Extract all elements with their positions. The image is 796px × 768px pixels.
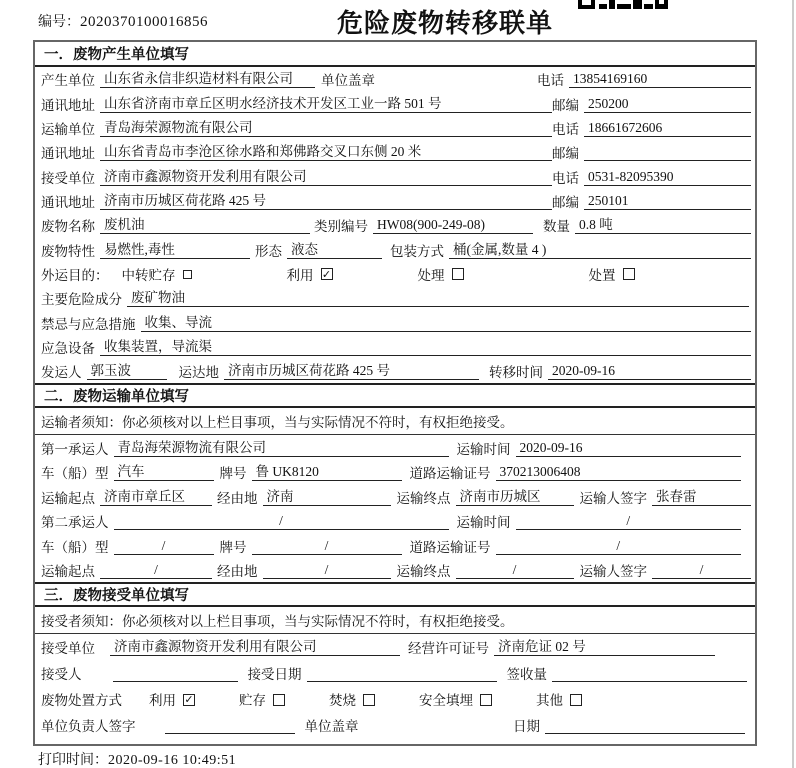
field-label: 车（船）型 [41, 539, 109, 555]
field-label: 产生单位 [41, 73, 95, 89]
field-label: 接受人 [41, 667, 82, 683]
field-label: 运输起点 [41, 490, 95, 506]
field-value [552, 664, 747, 682]
field-value: 济南 [263, 488, 391, 506]
field-label: 电话 [537, 73, 564, 89]
form-row [35, 533, 755, 558]
field-label: 通讯地址 [41, 146, 95, 162]
checkbox-option [536, 689, 582, 709]
field-value: 山东省济南市章丘区明水经济技术开发区工业一路 501 号 [100, 95, 552, 113]
field-value: 张春雷 [652, 488, 751, 506]
field-value [307, 664, 497, 682]
checkbox-option [329, 689, 375, 709]
field-value: 青岛海荣源物流有限公司 [114, 439, 449, 457]
form-row [35, 558, 755, 583]
form-row [35, 435, 755, 460]
form-row [35, 67, 755, 91]
checkbox-option [149, 689, 195, 709]
field-label: 牌号 [219, 539, 247, 555]
field-label: 通讯地址 [41, 194, 95, 210]
checkbox-label: 贮存 [239, 693, 266, 709]
form-row [35, 686, 755, 712]
field-value [165, 716, 295, 734]
form-row [35, 460, 755, 485]
checkbox-option [239, 689, 285, 709]
field-value: 济南市章丘区 [100, 488, 212, 506]
field-label: 单位盖章 [321, 73, 375, 89]
field-value: 济南市鑫源物资开发利用有限公司 [100, 168, 552, 186]
field-value: 370213006408 [496, 463, 742, 481]
checkbox-label: 安全填埋 [419, 693, 473, 709]
field-value [545, 716, 745, 734]
form-row [35, 116, 755, 140]
field-value: 济南市历城区荷花路 425 号 [224, 362, 479, 380]
qr-code-fragment [578, 0, 670, 10]
checkbox-label: 其他 [536, 693, 563, 709]
field-label: 转移时间 [489, 365, 543, 381]
checkbox-label: 焚烧 [329, 693, 356, 709]
field-label: 接受日期 [247, 667, 302, 683]
field-label: 接受单位 [41, 170, 95, 186]
field-label: 接受单位 [41, 641, 95, 657]
field-label: 运输时间 [456, 441, 511, 457]
field-value: 收集装置，导流渠 [100, 338, 751, 356]
checkbox-option [122, 264, 192, 284]
form-row [35, 484, 755, 509]
form-section [35, 42, 755, 383]
field-value: 2020-09-16 [548, 362, 751, 380]
checkbox-option [287, 264, 333, 284]
section-title: 一．废物产生单位填写 [35, 42, 755, 67]
field-value [113, 664, 238, 682]
section-note: 接受者须知：你必须核对以上栏目事项，当与实际情况不符时，有权拒绝接受。 [35, 607, 755, 634]
checkbox-unchecked-icon [363, 694, 375, 706]
checkbox-checked-icon: ✓ [184, 693, 194, 707]
field-label: 电话 [552, 170, 579, 186]
field-label: 运输起点 [41, 564, 95, 580]
field-value [584, 143, 751, 161]
form-section [35, 582, 755, 738]
field-value: / [456, 561, 574, 579]
checkbox-unchecked-icon [452, 268, 464, 280]
print-time [38, 749, 236, 768]
field-label: 第一承运人 [41, 441, 109, 457]
form-row [35, 310, 755, 334]
field-label: 应急设备 [41, 340, 95, 356]
section-title: 三．废物接受单位填写 [35, 582, 755, 607]
section-note: 运输者须知：你必须核对以上栏目事项，当与实际情况不符时，有权拒绝接受。 [35, 408, 755, 435]
form-row [35, 509, 755, 534]
field-value: 废机油 [100, 216, 310, 234]
field-label: 类别编号 [314, 219, 368, 235]
checkbox-unchecked-icon [570, 694, 582, 706]
field-value: 青岛海荣源物流有限公司 [100, 119, 552, 137]
field-label: 经由地 [217, 490, 258, 506]
field-label: 废物处置方式 [41, 693, 122, 709]
checkbox-label: 处理 [417, 267, 445, 283]
field-value: 山东省青岛市李沧区徐水路和郑佛路交叉口东侧 20 米 [100, 143, 552, 161]
field-value: 易燃性,毒性 [100, 241, 250, 259]
field-label: 牌号 [219, 466, 247, 482]
field-label: 单位盖章 [304, 719, 359, 735]
field-label: 单位负责人签字 [41, 719, 136, 735]
field-value: 济南市鑫源物资开发利用有限公司 [110, 638, 400, 656]
field-value: 250101 [584, 192, 751, 210]
field-label: 禁忌与应急措施 [41, 316, 136, 332]
field-label: 运输单位 [41, 121, 95, 137]
field-value: 废矿物油 [127, 289, 749, 307]
field-value: / [100, 561, 212, 579]
checkbox-label: 处置 [588, 267, 616, 283]
field-label: 道路运输证号 [409, 539, 491, 555]
serial-label: 编号： [38, 15, 80, 30]
form-row [35, 335, 755, 359]
field-label: 运输人签字 [579, 564, 647, 580]
field-value: / [516, 512, 742, 530]
field-value: / [496, 537, 742, 555]
field-label: 主要危险成分 [41, 292, 122, 308]
field-value: 250200 [584, 95, 751, 113]
checkbox-checked-icon: ✓ [321, 267, 332, 281]
checkbox-option [419, 689, 492, 709]
field-label: 邮编 [552, 146, 579, 162]
field-label: 外运目的： [41, 267, 109, 283]
checkbox-label: 利用 [286, 267, 314, 283]
checkbox-unchecked-icon [273, 694, 285, 706]
field-label: 电话 [552, 121, 579, 137]
field-label: 废物特性 [41, 243, 95, 259]
field-value: 13854169160 [569, 70, 751, 88]
checkbox-option [589, 264, 635, 284]
field-label: 第二承运人 [41, 515, 109, 531]
print-time-value: 2020-09-16 10:49:51 [108, 753, 237, 768]
field-value: 济南危证 02 号 [494, 638, 715, 656]
field-label: 包装方式 [390, 243, 444, 259]
field-label: 数量 [543, 219, 570, 235]
serial-number: 2020370100016856 [80, 14, 208, 30]
form-row [35, 359, 755, 383]
field-value: 0531-82095390 [584, 168, 751, 186]
form-row [35, 286, 755, 310]
field-label: 签收量 [506, 667, 547, 683]
field-value: / [114, 512, 449, 530]
form-section [35, 383, 755, 582]
field-label: 形态 [255, 243, 282, 259]
checkbox-label: 利用 [149, 693, 176, 709]
form-row [35, 164, 755, 188]
field-value: 济南市历城区 [456, 488, 574, 506]
form-row [35, 189, 755, 213]
form-row [35, 262, 755, 286]
checkbox-option [418, 264, 464, 284]
field-value: 桶(金属,数量 4 ) [449, 241, 751, 259]
checkbox-unchecked-icon [623, 268, 635, 280]
field-label: 日期 [513, 719, 540, 735]
field-value: 济南市历城区荷花路 425 号 [100, 192, 552, 210]
field-value: 18661672606 [584, 119, 751, 137]
form-row [35, 140, 755, 164]
field-value: 鲁 UK8120 [252, 463, 402, 481]
field-value: / [114, 537, 214, 555]
field-label: 邮编 [552, 194, 579, 210]
field-value: 液态 [287, 241, 382, 259]
field-label: 通讯地址 [41, 97, 95, 113]
field-label: 运输时间 [456, 515, 511, 531]
form-row [35, 213, 755, 237]
field-label: 运达地 [178, 365, 219, 381]
field-label: 运输终点 [396, 490, 451, 506]
field-value: 郭玉波 [87, 362, 167, 380]
field-label: 经营许可证号 [408, 641, 489, 657]
checkbox-unchecked-icon [480, 694, 492, 706]
field-label: 车（船）型 [41, 466, 109, 482]
field-value: / [652, 561, 751, 579]
field-value: / [252, 537, 402, 555]
field-label: 发运人 [41, 365, 82, 381]
field-value: 山东省永信非织造材料有限公司 [100, 70, 315, 88]
print-time-label: 打印时间： [38, 753, 108, 768]
field-value: 收集、导流 [141, 314, 752, 332]
field-label: 道路运输证号 [409, 466, 491, 482]
field-label: 运输终点 [396, 564, 451, 580]
form-row [35, 660, 755, 686]
manifest-form [33, 40, 757, 746]
field-label: 运输人签字 [579, 490, 647, 506]
field-label: 邮编 [552, 97, 579, 113]
field-label: 经由地 [217, 564, 258, 580]
field-value: 汽车 [114, 463, 214, 481]
form-row [35, 634, 755, 660]
checkbox-unchecked-icon [183, 270, 192, 279]
form-row [35, 712, 755, 738]
field-value: HW08(900-249-08) [373, 216, 533, 234]
field-value: 2020-09-16 [516, 439, 742, 457]
form-row [35, 91, 755, 115]
page-right-edge [792, 0, 794, 768]
field-label: 废物名称 [41, 219, 95, 235]
page-title: 危险废物转移联单 [336, 9, 553, 38]
section-title: 二．废物运输单位填写 [35, 383, 755, 408]
field-value: / [263, 561, 391, 579]
form-row [35, 237, 755, 261]
checkbox-label: 中转贮存 [121, 267, 176, 283]
field-value: 0.8 吨 [575, 216, 751, 234]
